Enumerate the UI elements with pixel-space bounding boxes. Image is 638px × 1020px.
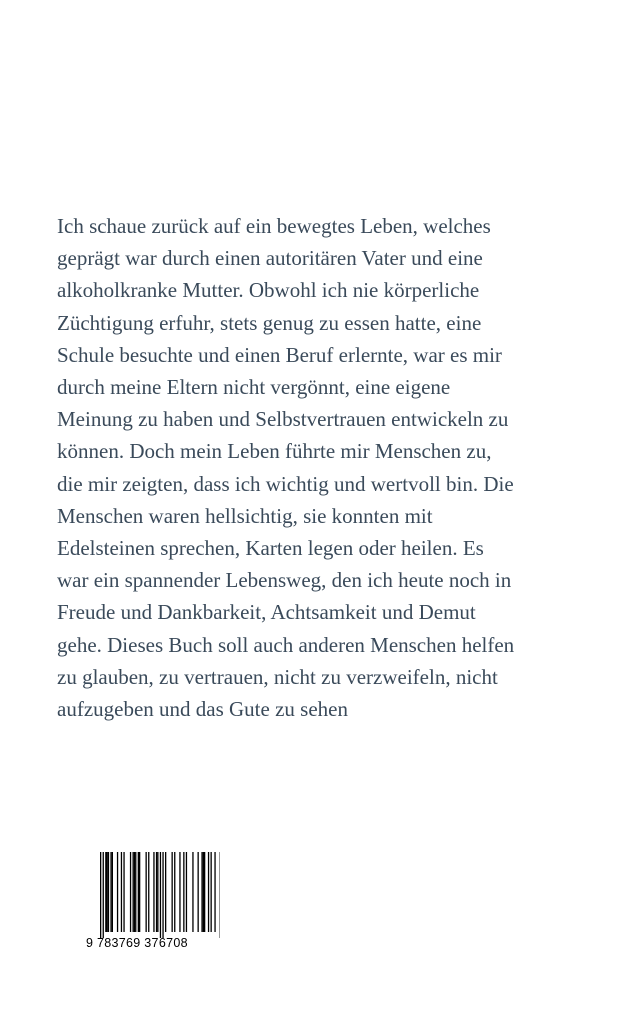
barcode-bar (204, 852, 205, 932)
barcode-bar (157, 852, 158, 932)
blurb-line-11: Edelsteinen sprechen, Karten legen oder heilen. Es (57, 536, 484, 561)
barcode-bar (133, 852, 134, 932)
blurb-line-1: Ich schaue zurück auf ein bewegtes Leben, welches (57, 214, 491, 238)
barcode-bar (117, 852, 118, 932)
barcode-bar (134, 852, 135, 932)
blurb-text (57, 210, 617, 725)
barcode-bar (139, 852, 140, 932)
blurb-line-13: Freude und Dankbarkeit, Achtsamkeit und Demut (57, 600, 476, 625)
barcode-bar (146, 852, 147, 932)
blurb-line-10: Menschen waren hellsichtig, sie konnten mit (57, 503, 433, 528)
isbn-barcode (86, 852, 220, 950)
barcode-bar (110, 852, 111, 932)
barcode-bar (162, 852, 163, 938)
blurb-line-6: durch meine Eltern nicht vergönnt, eine eigene (57, 375, 451, 400)
barcode-bar (211, 852, 212, 932)
isbn-number: 9 783769 376708 (86, 936, 188, 950)
barcode-bar (201, 852, 202, 932)
barcode-bar (135, 852, 136, 932)
barcode-bar (130, 852, 131, 932)
blurb-line-12: war ein spannender Lebensweg, den ich heute noch in (57, 568, 512, 593)
blurb-line-16: aufzugeben und das Gute zu sehen (57, 697, 348, 722)
barcode-bar (153, 852, 154, 932)
barcode-bar (179, 852, 180, 932)
barcode-bar (203, 852, 204, 932)
barcode-bar (107, 852, 108, 932)
barcode-bar (156, 852, 157, 932)
barcode-bar (183, 852, 184, 932)
barcode-bar (105, 852, 106, 932)
barcode-bar (214, 852, 215, 932)
barcode-bar (121, 852, 122, 932)
barcode-bar (148, 852, 149, 932)
blurb-line-9: die mir zeigten, dass ich wichtig und wertvoll bin. Die (57, 471, 514, 496)
barcode-bar (138, 852, 139, 932)
blurb-line-2: geprägt war durch einen autoritären Vater und eine (57, 246, 483, 271)
barcode-bar (160, 852, 161, 938)
barcode-bar (208, 852, 209, 932)
blurb-line-14: gehe. Dieses Buch soll auch anderen Menschen helfen (57, 632, 515, 657)
barcode-bar (192, 852, 193, 932)
blurb-line-3: alkoholkranke Mutter. Obwohl ich nie körperliche (57, 278, 480, 303)
blurb-line-7: Meinung zu haben und Selbstvertrauen entwickeln zu (57, 407, 509, 432)
barcode-bar (186, 852, 187, 932)
barcode-bar (100, 852, 101, 938)
barcode-bar (108, 852, 109, 932)
barcode-bars (86, 852, 220, 938)
blurb-line-8: können. Doch mein Leben führte mir Menschen zu, (57, 439, 492, 464)
barcode-bar (172, 852, 173, 932)
blurb-line-15: zu glauben, zu vertrauen, nicht zu verzweifeln, nicht (57, 664, 498, 689)
blurb-line-4: Züchtigung erfuhr, stets genug zu essen hatte, eine (57, 310, 482, 335)
barcode-bar (123, 852, 124, 932)
barcode-bar (165, 852, 166, 932)
barcode-bar (112, 852, 113, 932)
blurb-line-5: Schule besuchte und einen Beruf erlernte, war es mir (57, 342, 502, 367)
barcode-bar (103, 852, 104, 938)
barcode-bar (174, 852, 175, 932)
barcode-bar (198, 852, 199, 932)
